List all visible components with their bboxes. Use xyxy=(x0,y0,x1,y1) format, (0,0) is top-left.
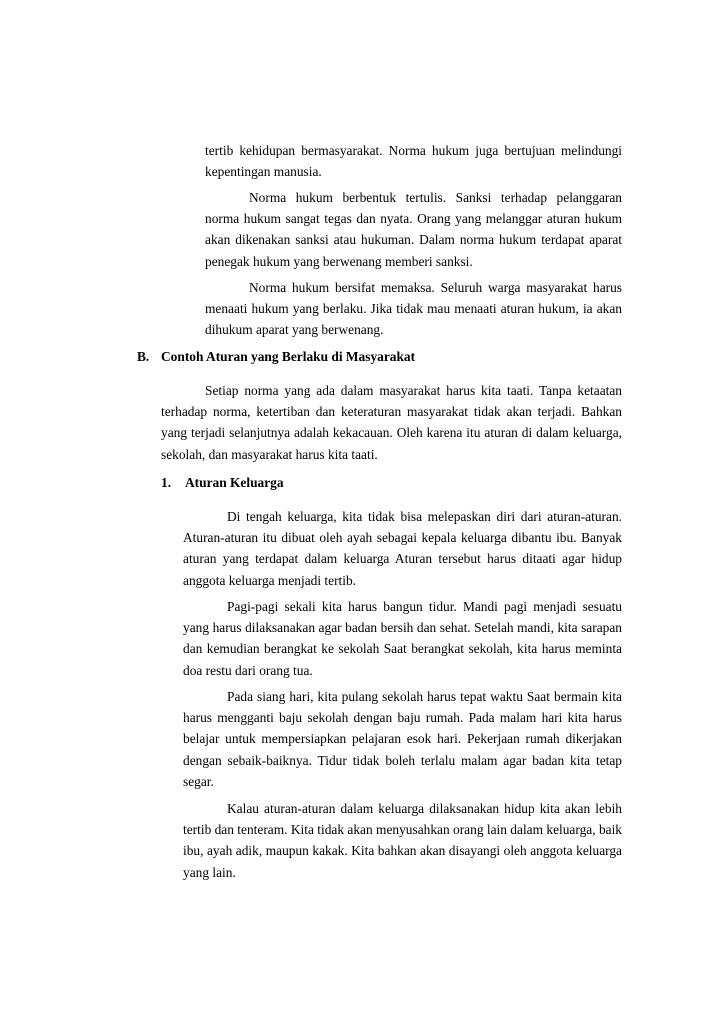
section-a-continuation-paragraph: tertib kehidupan bermasyarakat. Norma hukum juga bertujuan melindungi kepentingan manusia. xyxy=(205,143,622,180)
section-b-intro-paragraph: Setiap norma yang ada dalam masyarakat harus kita taati. Tanpa ketaatan terhadap norma, ketertiban dan keteraturan masyarakat tidak akan terjadi. Bahkan yang terjadi selanjutnya adalah kekacauan. Oleh karena itu aturan di dalam keluarga, sekolah, dan masyarakat harus kita taati. xyxy=(161,383,622,462)
aturan-keluarga-paragraph-2: Pagi-pagi sekali kita harus bangun tidur. Mandi pagi menjadi sesuatu yang harus dilaksanakan agar badan bersih dan sehat. Setelah mandi, kita sarapan dan kemudian berangkat ke sekolah Saat berangkat sekolah, kita harus meminta doa restu dari orang tua. xyxy=(183,599,622,678)
norma-hukum-memaksa-paragraph: Norma hukum bersifat memaksa. Seluruh warga masyarakat harus menaati hukum yang berlaku. Jika tidak mau menaati aturan hukum, ia akan dihukum aparat yang berwenang. xyxy=(205,280,622,338)
section-b-label: B. xyxy=(137,349,150,364)
subsection-1-heading xyxy=(161,472,284,493)
section-b-heading xyxy=(137,346,415,367)
subsection-1-title: Aturan Keluarga xyxy=(185,475,284,490)
aturan-keluarga-paragraph-1: Di tengah keluarga, kita tidak bisa melepaskan diri dari aturan-aturan. Aturan-aturan itu dibuat oleh ayah sebagai kepala keluarga dibantu ibu. Banyak aturan yang terdapat dalam keluarga Aturan tersebut harus ditaati agar hidup anggota keluarga menjadi tertib. xyxy=(183,509,622,588)
subsection-1-label: 1. xyxy=(161,475,172,490)
aturan-keluarga-paragraph-3: Pada siang hari, kita pulang sekolah harus tepat waktu Saat bermain kita harus mengganti baju sekolah dengan baju rumah. Pada malam hari kita harus belajar untuk mempersiapkan pelajaran esok hari. Pekerjaan rumah dikerjakan dengan sebaik-baiknya. Tidur tidak boleh terlalu malam agar badan kita tetap segar. xyxy=(183,689,622,789)
aturan-keluarga-paragraph-4: Kalau aturan-aturan dalam keluarga dilaksanakan hidup kita akan lebih tertib dan tenteram. Kita tidak akan menyusahkan orang lain dalam keluarga, baik ibu, ayah adik, maupun kakak. Kita bahkan akan disayangi oleh anggota keluarga yang lain. xyxy=(183,801,622,880)
norma-hukum-tertulis-paragraph: Norma hukum berbentuk tertulis. Sanksi terhadap pelanggaran norma hukum sangat tegas dan nyata. Orang yang melanggar aturan hukum akan dikenakan sanksi atau hukuman. Dalam norma hukum terdapat aparat penegak hukum yang berwenang memberi sanksi. xyxy=(205,190,622,269)
section-b-title: Contoh Aturan yang Berlaku di Masyarakat xyxy=(161,349,416,364)
